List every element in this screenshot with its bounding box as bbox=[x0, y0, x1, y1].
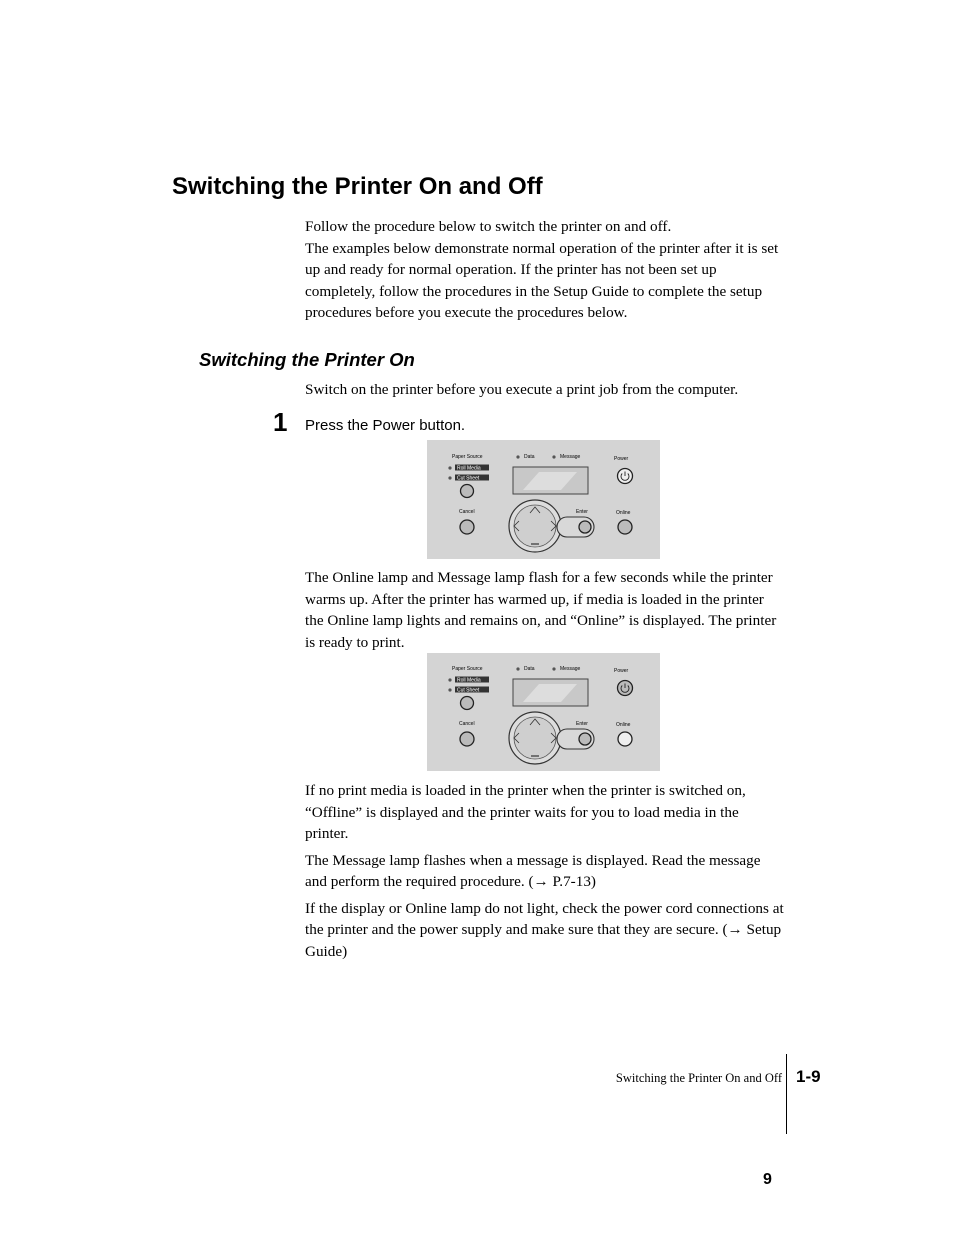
roll-media-label: Roll Media bbox=[457, 677, 481, 684]
section-intro bbox=[305, 216, 785, 324]
enter-button[interactable] bbox=[579, 733, 591, 745]
intro-paragraph: The examples below demonstrate normal operation of the printer after it is set up and ready for normal operation. If the printer has not been set up completely, follow the procedures in the Setup Guide to complete the setup procedures before you execute the procedures below. bbox=[305, 239, 779, 321]
power-label: Power bbox=[614, 456, 629, 462]
notes bbox=[305, 780, 785, 962]
footer-section-title: Switching the Printer On and Off bbox=[615, 1071, 782, 1085]
step-number: 1 bbox=[273, 407, 288, 437]
paper-source-label: Paper Source bbox=[452, 666, 483, 672]
arrow-pad[interactable] bbox=[509, 500, 561, 552]
power-label: Power bbox=[614, 668, 629, 674]
paper-source-label: Paper Source bbox=[452, 454, 483, 460]
footer-divider bbox=[786, 1054, 787, 1134]
enter-label: Enter bbox=[576, 721, 588, 727]
paper-source-button[interactable] bbox=[461, 485, 474, 498]
cut-sheet-label: Cut Sheet bbox=[457, 687, 480, 694]
enter-button[interactable] bbox=[579, 521, 591, 533]
subsection-intro: Switch on the printer before you execute a print job from the computer. bbox=[305, 381, 739, 398]
online-button[interactable] bbox=[618, 520, 632, 534]
roll-media-lamp bbox=[448, 466, 451, 469]
message-lamp bbox=[552, 667, 555, 670]
section-title: Switching the Printer On and Off bbox=[172, 173, 543, 200]
arrow-pad[interactable] bbox=[509, 712, 561, 764]
data-lamp bbox=[516, 667, 519, 670]
data-lamp bbox=[516, 455, 519, 458]
after-power-paragraph: The Online lamp and Message lamp flash for a few seconds while the printer warms up. After the printer has warmed up, if media is loaded in the printer the Online lamp lights and remains on, and “Online” is displayed. The printer is ready to print. bbox=[305, 569, 777, 651]
intro-line-1: Follow the procedure below to switch the printer on and off. bbox=[305, 218, 672, 235]
online-button[interactable] bbox=[618, 732, 632, 746]
note-no-media: If no print media is loaded in the printer when the printer is switched on, “Offline” is displayed and the printer waits for you to load media in the printer. bbox=[305, 782, 746, 842]
control-panel-figure-1 bbox=[427, 440, 660, 559]
cut-sheet-lamp bbox=[448, 476, 451, 479]
cut-sheet-lamp bbox=[448, 688, 451, 691]
note-power-cord: If the display or Online lamp do not light, check the power cord connections at the printer and the power supply and make sure that they are secure. (→ Setup Guide) bbox=[305, 899, 784, 960]
data-label: Data bbox=[524, 454, 535, 460]
paper-source-button[interactable] bbox=[461, 697, 474, 710]
message-label: Message bbox=[560, 454, 581, 460]
cancel-button[interactable] bbox=[460, 732, 474, 746]
note-message-lamp: The Message lamp flashes when a message is displayed. Read the message and perform the required procedure. (→ P.7-13) bbox=[305, 851, 761, 890]
message-label: Message bbox=[560, 666, 581, 672]
message-lamp bbox=[552, 455, 555, 458]
cut-sheet-label: Cut Sheet bbox=[457, 475, 480, 482]
data-label: Data bbox=[524, 666, 535, 672]
page-number: 9 bbox=[763, 1171, 772, 1188]
cancel-label: Cancel bbox=[459, 721, 475, 727]
control-panel-figure-2 bbox=[427, 653, 660, 771]
roll-media-lamp bbox=[448, 678, 451, 681]
roll-media-label: Roll Media bbox=[457, 465, 481, 472]
footer-page-ref: 1-9 bbox=[796, 1067, 821, 1086]
enter-label: Enter bbox=[576, 509, 588, 515]
cancel-button[interactable] bbox=[460, 520, 474, 534]
step-text: Press the Power button. bbox=[305, 417, 466, 434]
online-label: Online bbox=[616, 722, 631, 728]
online-label: Online bbox=[616, 510, 631, 516]
subsection-title: Switching the Printer On bbox=[199, 349, 415, 370]
cancel-label: Cancel bbox=[459, 509, 475, 515]
